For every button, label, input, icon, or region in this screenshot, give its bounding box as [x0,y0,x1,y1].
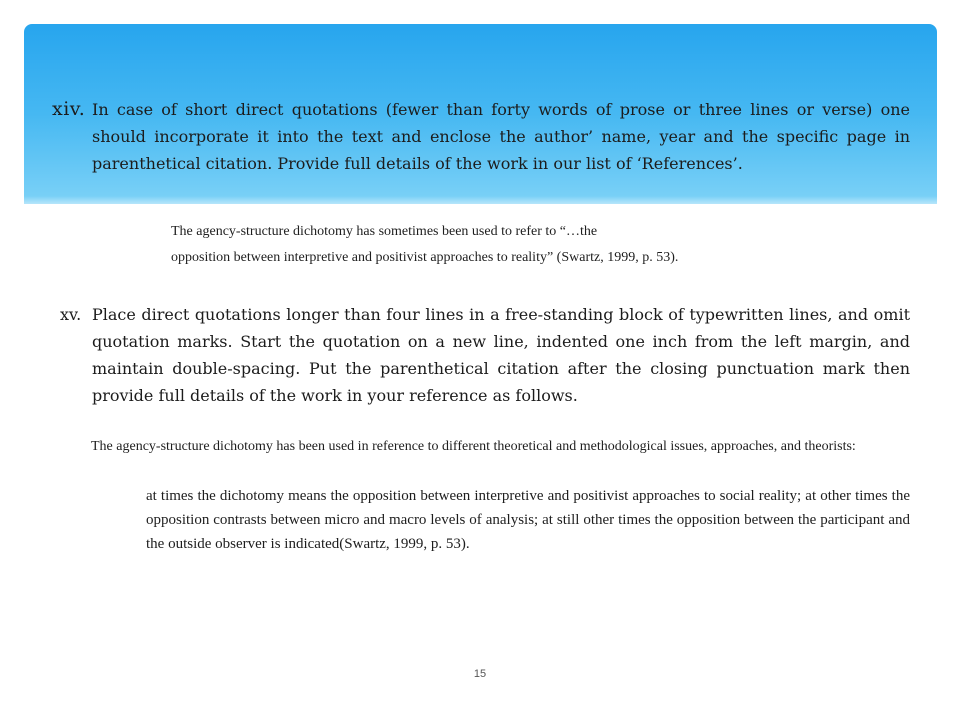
example-1-line-1: The agency-structure dichotomy has sometimes been used to refer to “…the [171,224,598,239]
item-14 [52,96,910,177]
page-number: 15 [473,668,487,680]
example-2-intro: The agency-structure dichotomy has been used in reference to different theoretical and methodological issues, approaches, and theorists: [91,439,856,454]
block-quotation: at times the dichotomy means the opposition between interpretive and positivist approaches to social reality; at other times the opposition contrasts between micro and macro levels of analysis; at still other times the opposition between the participant and the outside observer is indicated(Swartz, 1999, p. 53). [146,488,910,552]
item-15 [60,301,910,409]
item-15-numeral: xv. [60,305,82,324]
example-1-line-2: opposition between interpretive and positivist approaches to reality” (Swartz, 1999, p. 53). [171,250,679,265]
item-14-text: In case of short direct quotations (fewer than forty words of prose or three lines or verse) one should incorporate it into the text and enclose the author’ name, year and the specific page in parenthetical citation. Provide full details of the work in our list of ‘References’. [92,100,910,173]
item-15-text: Place direct quotations longer than four lines in a free-standing block of typewritten lines, and omit quotation marks. Start the quotation on a new line, indented one inch from the left margin, and maintain double-spacing. Put the parenthetical citation after the closing punctuation mark then provide full details of the work in your reference as follows. [92,305,910,405]
item-14-numeral: xiv. [52,98,86,120]
